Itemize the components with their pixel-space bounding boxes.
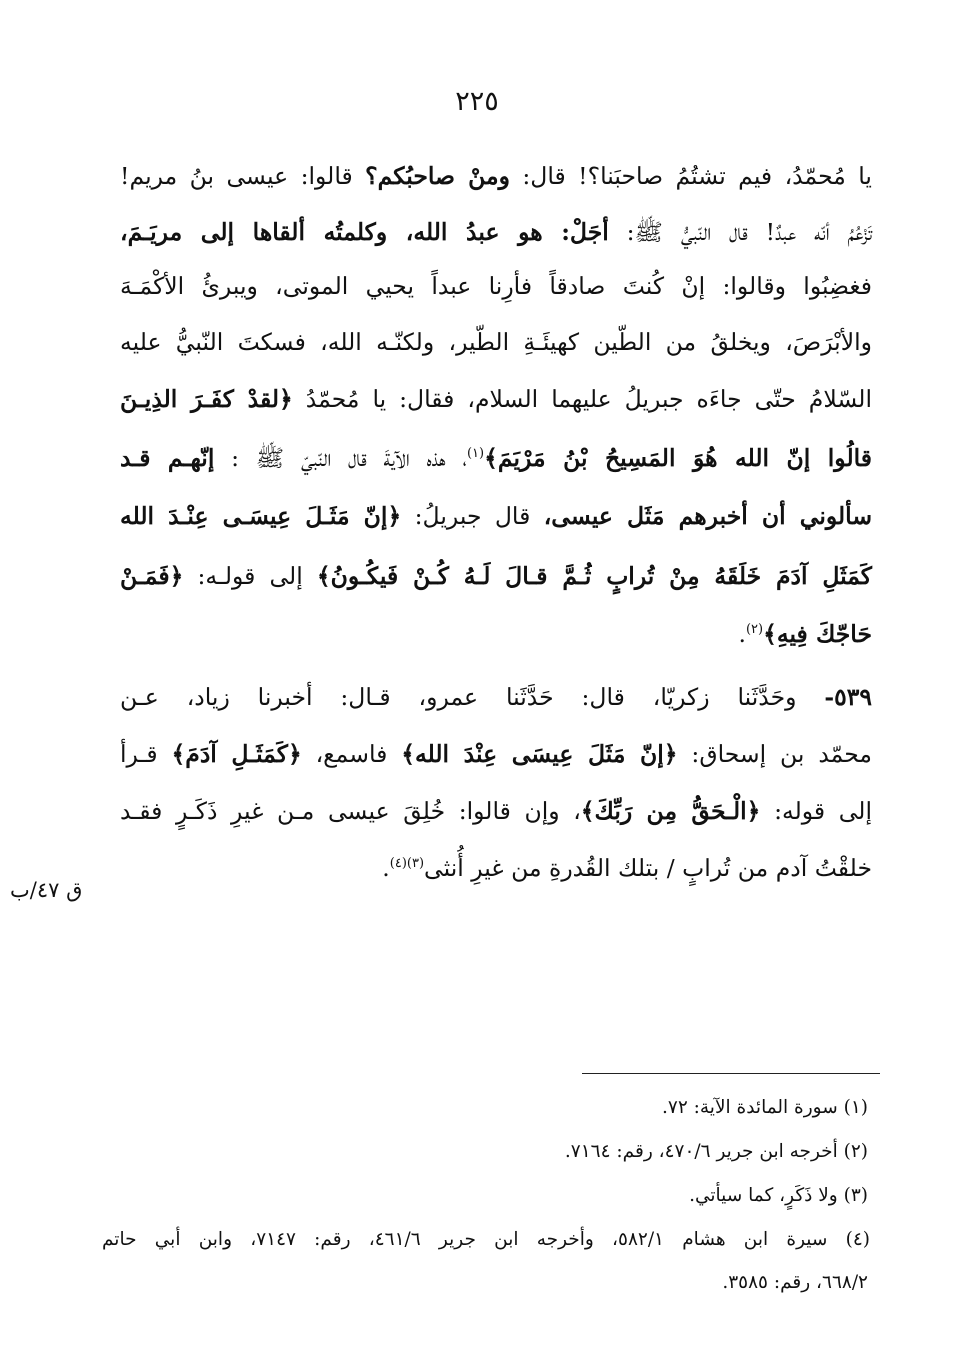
quoted-text: ﴿كَمَثَـلِ آدَمَ﴾ — [171, 740, 302, 768]
quoted-text: إنّهـم قـد — [120, 444, 215, 472]
quoted-text: ومنْ صاحبُكم؟ — [365, 162, 510, 190]
text-line — [120, 677, 872, 721]
text-line — [120, 791, 872, 835]
quoted-text: كَمَثَلِ آدَمَ خَلَقَهُ مِنْ تُرابٍ ثُـمَّ قـالَ لَـهُ كُـنْ فَيكُـونُ﴾ — [316, 562, 872, 590]
quoted-text: ٥٣٩- — [824, 683, 872, 711]
text-span: قـرأ — [120, 740, 172, 768]
quoted-text: ﴿لقدْ كفَـرَ الذِيـنَ — [120, 385, 293, 413]
text-line — [120, 614, 872, 658]
text-line — [120, 556, 872, 600]
footnote-1: (١) سورة المائدة الآية: ٧٢. — [662, 1097, 868, 1118]
text-span: . — [382, 854, 390, 882]
text-span: فغضِبُوا وقالوا: إنْ كُنتَ صادقاً فأرِنا عبداً يحيي الموتى، ويبرئُ الأكْمَـهَ — [120, 272, 872, 300]
quoted-text: حَاجّكَ فِيهِ﴾ — [763, 620, 872, 648]
text-span: إلى قوله: — [760, 797, 872, 825]
text-line — [120, 156, 872, 200]
text-span: فاسمع، — [301, 740, 402, 768]
quoted-text: ﴿إنّ مَثَـلَ عِيسَـى عِنْـدَ الله — [120, 502, 402, 530]
text-line — [120, 734, 872, 778]
quoted-text: أجَلْ: هو عبدُ الله، وكلمتُه ألقاها إلى مريَـمَ، — [120, 218, 609, 246]
footnote-2: (٢) أخرجه ابن جرير ٤٧٠/٦، رقم: ٧١٦٤. — [564, 1141, 868, 1162]
text-span: يا مُحمّدُ، فيم تشتُمُ صاحبَنا؟! قال: — [509, 162, 872, 190]
footnote-3: (٣) ولا ذَكَرٍ، كما سيأتي. — [689, 1185, 868, 1206]
footnote-ref: (٤) — [389, 856, 407, 872]
text-span: قالوا: عيسى بنُ مريم! — [120, 162, 366, 190]
text-line — [120, 212, 872, 256]
text-span: ، هذه الآيةَ قال النّبيّ ﷺ : — [214, 444, 467, 472]
text-span: وحَدَّثَنا زكريّا، قال: حَدَّثَنا عمرو، قـال: أخبرنا زياد، عـن — [120, 683, 825, 711]
text-line — [120, 379, 872, 423]
text-line — [120, 496, 872, 540]
text-span: إلى قولـه: — [183, 562, 317, 590]
text-line — [120, 322, 872, 366]
text-span: السّلامُ حتّى جاءَه جبريلُ عليهما السلام، فقال: يا مُحمّدُ — [292, 385, 872, 413]
page-number: ٢٢٥ — [455, 86, 499, 117]
text-span: والأبْرَصَ، ويخلقُ من الطّين كهيئَـةِ الطّير، ولكنّـه الله، فسكتَ النّبيُّ عليه — [120, 328, 872, 356]
quoted-text: ﴿إنّ مَثَلَ عِيسَى عِنْدَ الله﴾ — [401, 740, 678, 768]
text-line — [120, 848, 872, 892]
footnote-4-continued: ٦٦٨/٢، رقم: ٣٥٨٥. — [722, 1272, 868, 1293]
manuscript-folio-note: ق ٤٧/ب — [10, 878, 83, 902]
footnote-ref: (٢) — [745, 622, 764, 638]
quoted-text: سألوني أن أخبرهم مَثَل عيسى، — [543, 502, 873, 530]
text-span: قال جبريلُ: — [401, 502, 544, 530]
text-span: ، وإن قالوا: خُلِقَ عيسى مـن غيرِ ذَكَـرٍ فقـد — [120, 797, 581, 825]
footnote-separator — [582, 1073, 880, 1074]
text-line — [120, 438, 872, 482]
text-span: خلقْتُ آدم من تُرابٍ / بتلك القُدرةِ من غيرِ أُنثى — [424, 854, 872, 882]
text-span: تَزْعُمُ أنّه عبدٌ! قال النّبيُّ ﷺ: — [608, 218, 872, 246]
text-line — [120, 266, 872, 310]
text-span: محمّد بن إسحاق: — [677, 740, 872, 768]
footnote-ref: (٣) — [406, 856, 425, 872]
text-span: . — [738, 620, 746, 648]
footnote-4: (٤) سيرة ابن هشام ٥٨٢/١، وأخرجه ابن جرير ٤٦١/٦، رقم: ٧١٤٧، وابن أبي حاتم — [102, 1229, 870, 1250]
footnote-ref: (١) — [466, 446, 485, 462]
quoted-text: قالُوا إنّ الله هُوَ المَسِيحُ بْنُ مَرْيَمَ﴾ — [484, 444, 872, 472]
quoted-text: ﴿فَمَـنْ — [120, 562, 184, 590]
quoted-text: ﴿الْـحَقُّ مِن رَبِّكَ﴾ — [580, 797, 761, 825]
